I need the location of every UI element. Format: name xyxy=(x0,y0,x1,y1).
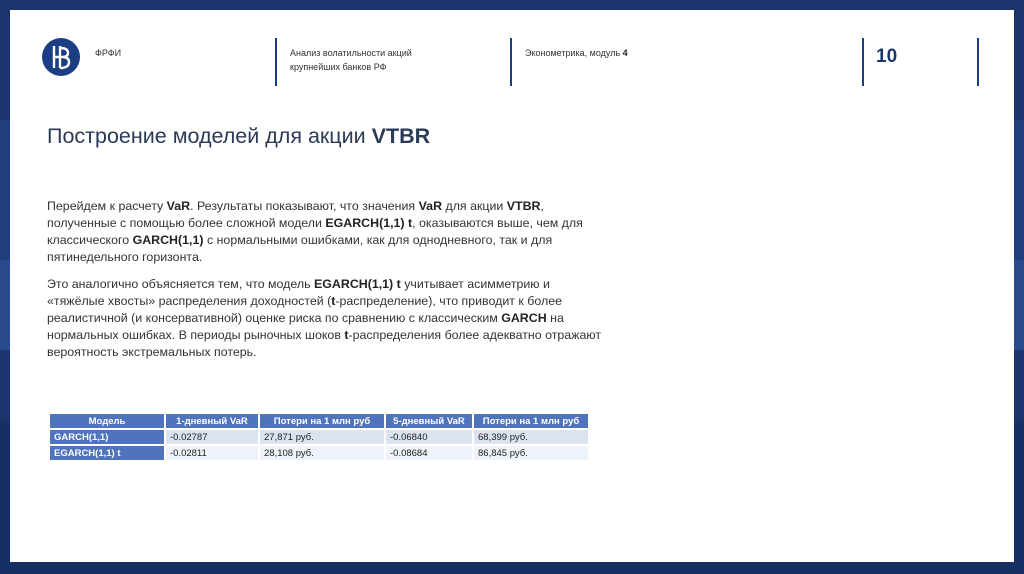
text: , полученные с помощью более сложной модели xyxy=(47,199,544,230)
row-model: EGARCH(1,1) t xyxy=(50,446,164,460)
text: Это аналогично объясняется тем, что модель xyxy=(47,277,315,291)
term: GARCH xyxy=(501,311,547,325)
header-divider xyxy=(862,38,864,86)
table-header-row xyxy=(50,414,588,428)
cell-var-1d: -0.02811 xyxy=(166,446,258,460)
term: EGARCH(1,1) t xyxy=(314,277,401,291)
cell-var-1d: -0.02787 xyxy=(166,430,258,444)
term: VaR xyxy=(166,199,191,213)
cell-loss-5d: 86,845 руб. xyxy=(474,446,588,460)
table-row xyxy=(50,446,588,460)
text: на нормальных ошибках. В периоды рыночных шоков xyxy=(47,311,564,342)
term: GARCH(1,1) xyxy=(132,233,204,247)
var-table xyxy=(48,412,590,462)
header-divider xyxy=(510,38,512,86)
header-topic-line1: Анализ волатильности акций xyxy=(290,48,412,58)
term: t xyxy=(344,328,349,342)
row-model: GARCH(1,1) xyxy=(50,430,164,444)
slide xyxy=(10,10,1014,562)
header-org: ФРФИ xyxy=(95,48,122,58)
term: EGARCH(1,1) t xyxy=(325,216,413,230)
page-title-ticker: VTBR xyxy=(371,124,431,148)
header-divider xyxy=(977,38,979,86)
text: , оказываются выше, чем для классического xyxy=(47,216,583,247)
term: VTBR xyxy=(506,199,541,213)
paragraph-var-results xyxy=(47,198,607,266)
col-header-loss-1d: Потери на 1 млн руб xyxy=(260,414,384,428)
page-number: 10 xyxy=(876,46,898,67)
text: учитывает асимметрию и «тяжёлые хвосты» распределения доходностей ( xyxy=(47,277,550,308)
header-divider xyxy=(275,38,277,86)
table-row xyxy=(50,430,588,444)
text: с нормальными ошибками, как для однодневного, так и для пятинедельного горизонта. xyxy=(47,233,553,264)
col-header-var-5d: 5-дневный VaR xyxy=(386,414,472,428)
term: VaR xyxy=(418,199,443,213)
page-title xyxy=(47,124,430,149)
paragraph-explanation xyxy=(47,276,607,361)
col-header-model: Модель xyxy=(50,414,164,428)
header-course-prefix: Эконометрика, модуль xyxy=(525,48,623,58)
cell-loss-1d: 28,108 руб. xyxy=(260,446,384,460)
text: -распределения более адекватно отражают вероятность экстремальных потерь. xyxy=(47,328,602,359)
header-course-module: 4 xyxy=(622,48,628,58)
cell-var-5d: -0.08684 xyxy=(386,446,472,460)
col-header-var-1d: 1-дневный VaR xyxy=(166,414,258,428)
header-topic-line2: крупнейших банков РФ xyxy=(290,62,387,72)
cell-var-5d: -0.06840 xyxy=(386,430,472,444)
col-header-loss-5d: Потери на 1 млн руб xyxy=(474,414,588,428)
hse-logo-icon xyxy=(42,38,80,76)
header-course xyxy=(525,46,628,60)
header-topic xyxy=(290,46,412,74)
text: . Результаты показывают, что значения xyxy=(190,199,419,213)
text: -распределение), что приводит к более реалистичной (и консервативной) оценке риска по сравнению с классическим xyxy=(47,294,562,325)
text: Перейдем к расчету xyxy=(47,199,167,213)
term: t xyxy=(331,294,336,308)
cell-loss-1d: 27,871 руб. xyxy=(260,430,384,444)
text: для акции xyxy=(442,199,507,213)
cell-loss-5d: 68,399 руб. xyxy=(474,430,588,444)
page-title-text: Построение моделей для акции xyxy=(47,124,372,148)
